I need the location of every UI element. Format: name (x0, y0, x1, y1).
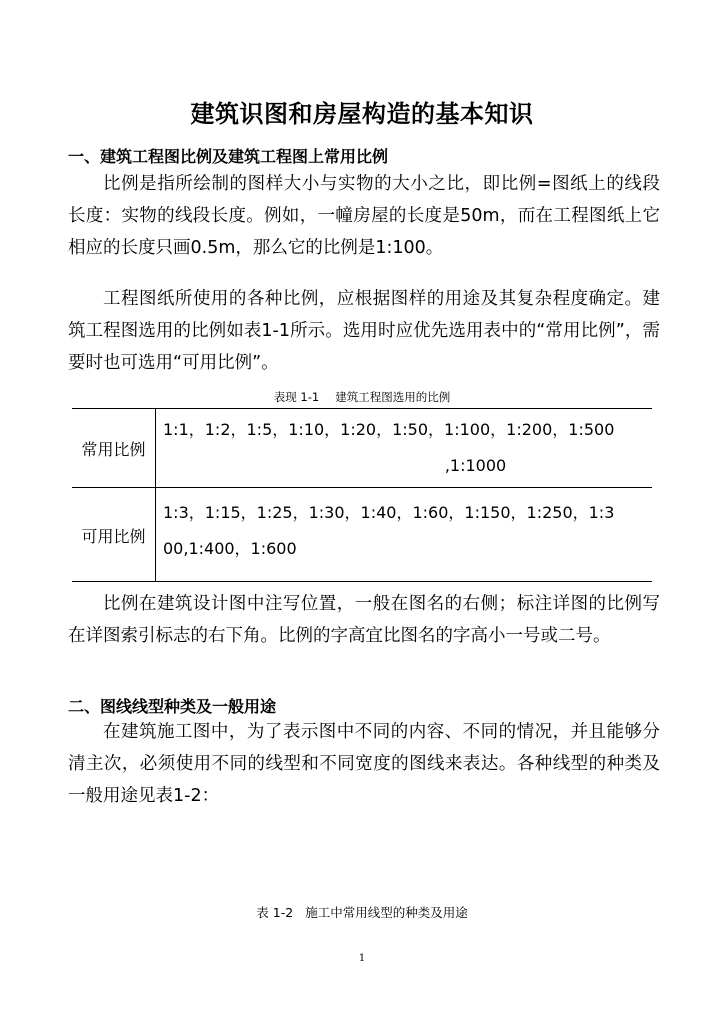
table-1-2-number: 表 1-2 (256, 905, 294, 920)
table-row-values (163, 412, 648, 484)
table-value-line: 1:3，1:15，1:25，1:30，1:40，1:60，1:150，1:250，1:3 (163, 503, 615, 522)
section-1-paragraph-2: 工程图纸所使用的各种比例，应根据图样的用途及其复杂程度确定。建筑工程图选用的比例如表1-1所示。选用时应优先选用表中的“常用比例”，需要时也可选用“可用比例”。 (68, 289, 660, 373)
table-value-line: ,1:1000 (444, 456, 507, 475)
table-1-1-caption (0, 389, 724, 405)
page-number: 1 (358, 953, 366, 964)
table-row-label: 可用比例 (81, 527, 146, 546)
page-title: 建筑识图和房屋构造的基本知识 (190, 100, 534, 128)
table-1-1-number: 表现 1-1 (273, 390, 320, 404)
section-1-paragraph-3: 比例在建筑设计图中注写位置，一般在图名的右侧；标注详图的比例写在详图索引标志的右下角。比例的字高宜比图名的字高小一号或二号。 (68, 594, 660, 646)
table-row-values (163, 495, 648, 567)
table-row-label: 常用比例 (81, 440, 146, 459)
table-row-common-scale (72, 409, 652, 488)
section-2-heading: 二、图线线型种类及一般用途 (68, 697, 277, 716)
section-1-heading: 一、建筑工程图比例及建筑工程图上常用比例 (68, 147, 389, 166)
table-1-2-title: 施工中常用线型的种类及用途 (305, 905, 468, 920)
table-1-1-title: 建筑工程图选用的比例 (335, 390, 451, 404)
table-value-line: 1:1，1:2，1:5，1:10，1:20，1:50，1:100，1:200，1:500 (163, 420, 615, 439)
section-2-paragraph-1: 在建筑施工图中，为了表示图中不同的内容、不同的情况，并且能够分清主次，必须使用不同的线型和不同宽度的图线来表达。各种线型的种类及一般用途见表1-2： (68, 722, 660, 806)
table-value-line: 00,1:400，1:600 (163, 539, 297, 558)
section-1-paragraph-1: 比例是指所绘制的图样大小与实物的大小之比，即比例=图纸上的线段长度：实物的线段长度。例如，一幢房屋的长度是50m，而在工程图纸上它相应的长度只画0.5m，那么它的比例是1:100。 (68, 174, 660, 258)
table-1-2-caption (0, 903, 724, 921)
